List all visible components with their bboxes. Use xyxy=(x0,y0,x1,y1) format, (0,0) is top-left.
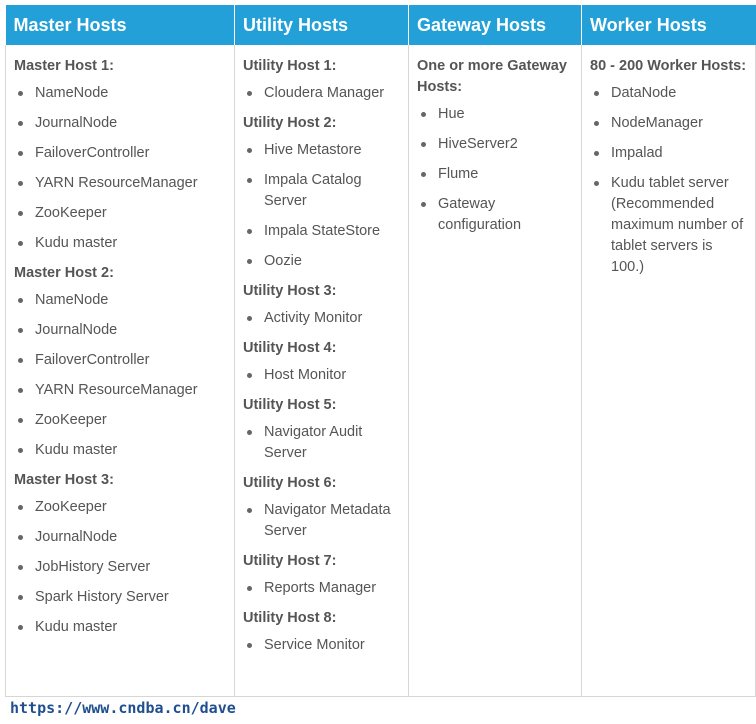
column-cell-worker-hosts xyxy=(582,45,756,697)
role-list xyxy=(14,497,226,638)
role-list xyxy=(14,83,226,254)
role-list xyxy=(243,578,400,599)
role-list-item: Service Monitor xyxy=(243,635,400,656)
role-list-item: Host Monitor xyxy=(243,365,400,386)
host-group-title: Utility Host 2: xyxy=(243,115,337,131)
role-list-item: JournalNode xyxy=(14,527,226,548)
role-list-item: DataNode xyxy=(590,83,747,104)
role-list-item: Kudu master xyxy=(14,440,226,461)
role-list-item: YARN ResourceManager xyxy=(14,380,226,401)
role-list-item: Kudu master xyxy=(14,617,226,638)
body-row xyxy=(6,45,756,697)
role-list xyxy=(243,422,400,464)
host-group-title: Utility Host 6: xyxy=(243,475,337,491)
host-group-title: 80 - 200 Worker Hosts: xyxy=(590,58,747,74)
header-row xyxy=(6,5,756,45)
host-group-title: Master Host 1: xyxy=(14,58,114,74)
role-list-item: Navigator Metadata Server xyxy=(243,500,400,542)
role-list-item: JournalNode xyxy=(14,320,226,341)
role-list xyxy=(243,500,400,542)
watermark-url: https://www.cndba.cn/dave xyxy=(10,699,236,717)
role-list-item: Flume xyxy=(417,164,573,185)
role-list xyxy=(590,83,747,278)
role-list-item: Kudu master xyxy=(14,233,226,254)
host-group-title: Utility Host 4: xyxy=(243,340,337,356)
role-list xyxy=(243,83,400,104)
role-list-item: YARN ResourceManager xyxy=(14,173,226,194)
role-list-item: NodeManager xyxy=(590,113,747,134)
column-header-utility-hosts: Utility Hosts xyxy=(235,5,409,45)
role-list-item: Kudu tablet server (Recommended maximum number of tablet servers is 100.) xyxy=(590,173,747,278)
role-list-item: Gateway configuration xyxy=(417,194,573,236)
role-list-item: FailoverController xyxy=(14,350,226,371)
role-list-item: Hive Metastore xyxy=(243,140,400,161)
role-list-item: HiveServer2 xyxy=(417,134,573,155)
role-list-item: Spark History Server xyxy=(14,587,226,608)
hosts-table xyxy=(5,5,756,697)
role-list-item: Reports Manager xyxy=(243,578,400,599)
role-list-item: FailoverController xyxy=(14,143,226,164)
column-cell-gateway-hosts xyxy=(409,45,582,697)
role-list-item: Cloudera Manager xyxy=(243,83,400,104)
host-group-title: Utility Host 1: xyxy=(243,58,337,74)
column-header-gateway-hosts: Gateway Hosts xyxy=(409,5,582,45)
role-list-item: JournalNode xyxy=(14,113,226,134)
host-group-title: One or more Gateway Hosts: xyxy=(417,58,567,95)
role-list-item: ZooKeeper xyxy=(14,497,226,518)
role-list-item: ZooKeeper xyxy=(14,203,226,224)
host-group-title: Utility Host 8: xyxy=(243,610,337,626)
column-cell-master-hosts xyxy=(6,45,235,697)
column-cell-utility-hosts xyxy=(235,45,409,697)
host-group-title: Master Host 3: xyxy=(14,472,114,488)
role-list xyxy=(14,290,226,461)
role-list-item: Hue xyxy=(417,104,573,125)
role-list xyxy=(243,635,400,656)
role-list-item: Impalad xyxy=(590,143,747,164)
host-group-title: Utility Host 7: xyxy=(243,553,337,569)
role-list xyxy=(243,308,400,329)
role-list-item: Navigator Audit Server xyxy=(243,422,400,464)
role-list xyxy=(417,104,573,236)
host-group-title: Utility Host 5: xyxy=(243,397,337,413)
column-header-worker-hosts: Worker Hosts xyxy=(582,5,756,45)
role-list-item: ZooKeeper xyxy=(14,410,226,431)
role-list-item: NameNode xyxy=(14,83,226,104)
role-list-item: Oozie xyxy=(243,251,400,272)
role-list xyxy=(243,365,400,386)
role-list-item: JobHistory Server xyxy=(14,557,226,578)
role-list-item: Impala StateStore xyxy=(243,221,400,242)
host-group-title: Master Host 2: xyxy=(14,265,114,281)
column-header-master-hosts: Master Hosts xyxy=(6,5,235,45)
role-list xyxy=(243,140,400,272)
role-list-item: Impala Catalog Server xyxy=(243,170,400,212)
role-list-item: Activity Monitor xyxy=(243,308,400,329)
host-group-title: Utility Host 3: xyxy=(243,283,337,299)
role-list-item: NameNode xyxy=(14,290,226,311)
